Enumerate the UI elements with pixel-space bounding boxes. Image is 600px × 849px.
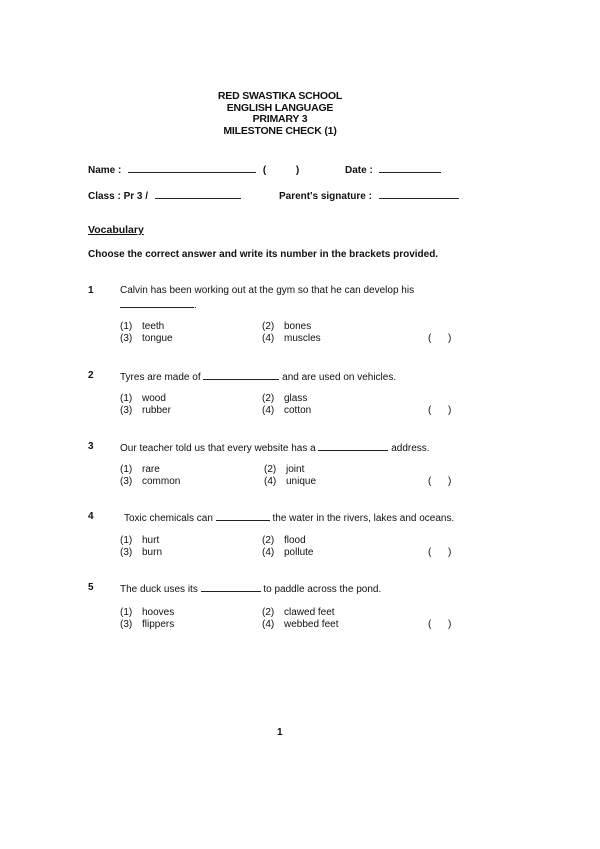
question-text — [120, 285, 414, 296]
question-text-after: . — [194, 300, 197, 311]
answer-bracket[interactable]: ( ) — [428, 619, 452, 630]
option-4: (4) webbed feet — [262, 619, 339, 630]
question-text — [120, 370, 396, 383]
option-2: (2) flood — [262, 535, 306, 546]
option-3: (3) common — [120, 476, 181, 487]
register-bracket-close: ) — [295, 165, 300, 176]
question-text-after: and are used on vehicles. — [282, 372, 397, 383]
answer-blank[interactable] — [203, 370, 279, 380]
option-1: (1) hurt — [120, 535, 160, 546]
answer-blank[interactable] — [216, 511, 270, 521]
page-number: 1 — [277, 727, 283, 738]
assessment-name: MILESTONE CHECK (1) — [223, 124, 337, 137]
option-2: (2) joint — [264, 464, 305, 475]
question-text — [120, 582, 381, 595]
name-blank[interactable] — [128, 163, 256, 173]
level-name: PRIMARY 3 — [252, 113, 308, 125]
name-field — [88, 163, 299, 176]
option-3: (3) tongue — [120, 333, 173, 344]
option-1: (1) hooves — [120, 607, 175, 618]
option-3: (3) rubber — [120, 405, 171, 416]
question-number: 3 — [88, 441, 94, 452]
question-text — [120, 441, 430, 454]
parent-signature-field — [279, 189, 459, 202]
class-field — [88, 189, 241, 202]
option-4: (4) cotton — [262, 405, 312, 416]
option-2: (2) clawed feet — [262, 607, 335, 618]
worksheet-header — [0, 91, 560, 137]
question-text-before: Tyres are made of — [120, 372, 201, 383]
question-text-after: to paddle across the pond. — [263, 584, 382, 595]
date-label: Date : — [345, 165, 373, 176]
answer-bracket[interactable]: ( ) — [428, 333, 452, 344]
answer-bracket[interactable]: ( ) — [428, 405, 452, 416]
register-bracket-open: ( — [262, 165, 267, 176]
option-4: (4) unique — [264, 476, 317, 487]
section-title: Vocabulary — [88, 224, 144, 236]
question-text-continued — [120, 298, 197, 311]
date-field — [345, 163, 441, 176]
parent-signature-label: Parent's signature : — [279, 191, 372, 202]
option-1: (1) rare — [120, 464, 160, 475]
class-label: Class : Pr 3 / — [88, 191, 149, 202]
question-text-before: Calvin has been working out at the gym so that he can develop his — [120, 285, 415, 296]
option-1: (1) wood — [120, 393, 166, 404]
answer-bracket[interactable]: ( ) — [428, 547, 452, 558]
option-3: (3) burn — [120, 547, 163, 558]
question-text-before: Our teacher told us that every website has a — [120, 443, 316, 454]
parent-signature-blank[interactable] — [379, 189, 459, 199]
question-number: 1 — [88, 285, 94, 296]
option-1: (1) teeth — [120, 321, 165, 332]
question-text — [124, 511, 454, 524]
school-name: RED SWASTIKA SCHOOL — [217, 90, 343, 102]
option-4: (4) muscles — [262, 333, 321, 344]
question-number: 2 — [88, 370, 94, 381]
option-2: (2) bones — [262, 321, 312, 332]
question-number: 4 — [88, 511, 94, 522]
answer-blank[interactable] — [318, 441, 388, 451]
answer-blank[interactable] — [201, 582, 261, 592]
section-instruction: Choose the correct answer and write its number in the brackets provided. — [88, 249, 439, 260]
class-blank[interactable] — [155, 189, 241, 199]
question-text-after: the water in the rivers, lakes and oceans. — [272, 513, 455, 524]
date-blank[interactable] — [379, 163, 441, 173]
option-3: (3) flippers — [120, 619, 175, 630]
option-4: (4) pollute — [262, 547, 314, 558]
question-text-after: address. — [391, 443, 430, 454]
option-2: (2) glass — [262, 393, 308, 404]
question-text-before: Toxic chemicals can — [124, 513, 213, 524]
answer-blank[interactable] — [120, 298, 194, 308]
answer-bracket[interactable]: ( ) — [428, 476, 452, 487]
subject-name: ENGLISH LANGUAGE — [226, 101, 334, 114]
name-label: Name : — [88, 165, 122, 176]
question-number: 5 — [88, 582, 94, 593]
register-number-blank[interactable] — [269, 164, 293, 173]
question-text-before: The duck uses its — [120, 584, 198, 595]
